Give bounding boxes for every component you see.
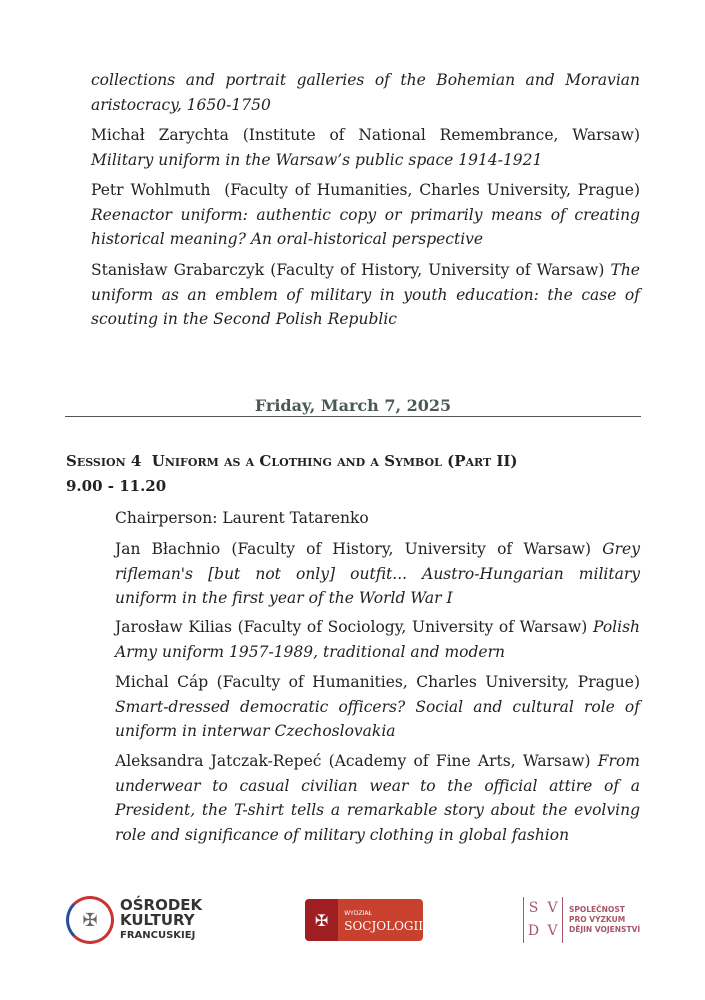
paper-title: From underwear to casual civilian wear to the official attire of a President, the T-shirt tells a remarkable story about the evolving role and significance of military clothing in global fashion <box>115 752 640 844</box>
mark-letter: S <box>528 900 539 916</box>
logo-text: FRANCUSKIEJ <box>120 929 196 941</box>
author: Michał Zarychta (Institute of National Remembrance, Warsaw) <box>91 126 640 144</box>
logo-text: SPOLEČNOST <box>569 905 625 914</box>
author: Petr Wohlmuth (Faculty of Humanities, Charles University, Prague) <box>91 181 640 199</box>
mark-letter: V <box>547 923 558 939</box>
paper-title: Polish Army uniform 1957-1989, traditional and modern <box>115 618 640 661</box>
chairperson: Chairperson: Laurent Tatarenko <box>115 509 369 527</box>
session-heading <box>66 452 518 470</box>
continuation-text <box>91 68 640 117</box>
author: Jan Błachnio (Faculty of History, University of Warsaw) <box>115 540 592 558</box>
logo-text: OŚRODEK <box>120 895 203 914</box>
entry <box>115 670 640 744</box>
paper-title: Military uniform in the Warsaw’s public space 1914-1921 <box>91 150 543 169</box>
entry <box>91 178 640 252</box>
author: Jarosław Kilias (Faculty of Sociology, University of Warsaw) <box>115 618 588 636</box>
session-label: Session 4 <box>66 452 142 470</box>
entry <box>91 123 640 172</box>
session-time: 9.00 - 11.20 <box>66 477 167 495</box>
sovdv-mark-icon <box>523 897 563 943</box>
entry <box>115 615 640 664</box>
paper-title: Smart-dressed democratic officers? Social and cultural role of uniform in interwar Czechoslovakia <box>115 697 640 740</box>
author: Michal Cáp (Faculty of Humanities, Charles University, Prague) <box>115 673 640 691</box>
paper-title: Grey rifleman's [but not only] outfit... Austro-Hungarian military uniform in the first year of the World War I <box>115 540 640 607</box>
spolecnost-logo <box>523 893 663 947</box>
divider <box>65 416 641 417</box>
logo-text: WYDZIAŁ <box>344 910 372 917</box>
author: Aleksandra Jatczak-Repeć (Academy of Fine Arts, Warsaw) <box>115 752 591 770</box>
logo-text: SOCJOLOGII <box>344 919 423 933</box>
logo-text: DĚJIN VOJENSTVÍ <box>569 925 641 934</box>
eagle-emblem-icon: ✠ <box>305 899 338 941</box>
paper-title: Reenactor uniform: authentic copy or primarily means of creating historical meaning? An oral-historical perspective <box>91 205 640 248</box>
entry <box>115 749 640 847</box>
entry <box>115 537 640 611</box>
author: Stanisław Grabarczyk (Faculty of History, University of Warsaw) <box>91 261 605 279</box>
entry <box>91 258 640 332</box>
logo-text: KULTURY <box>120 910 195 929</box>
day-heading: Friday, March 7, 2025 <box>254 396 452 415</box>
session-title: Uniform as a Clothing and a Symbol (Part II) <box>151 452 518 470</box>
eagle-seal-icon: ✠ <box>66 896 114 944</box>
mark-letter: D <box>527 923 540 939</box>
wydzial-socjologii-logo <box>305 899 423 941</box>
paper-title: collections and portrait galleries of the Bohemian and Moravian aristocracy, 1650-1750 <box>91 71 640 114</box>
paper-title: The uniform as an emblem of military in youth education: the case of scouting in the Second Polish Republic <box>91 261 640 328</box>
osrodek-kultury-francuskiej-logo <box>66 893 206 947</box>
mark-letter: V <box>547 900 558 916</box>
logo-text: PRO VÝZKUM <box>569 915 626 924</box>
